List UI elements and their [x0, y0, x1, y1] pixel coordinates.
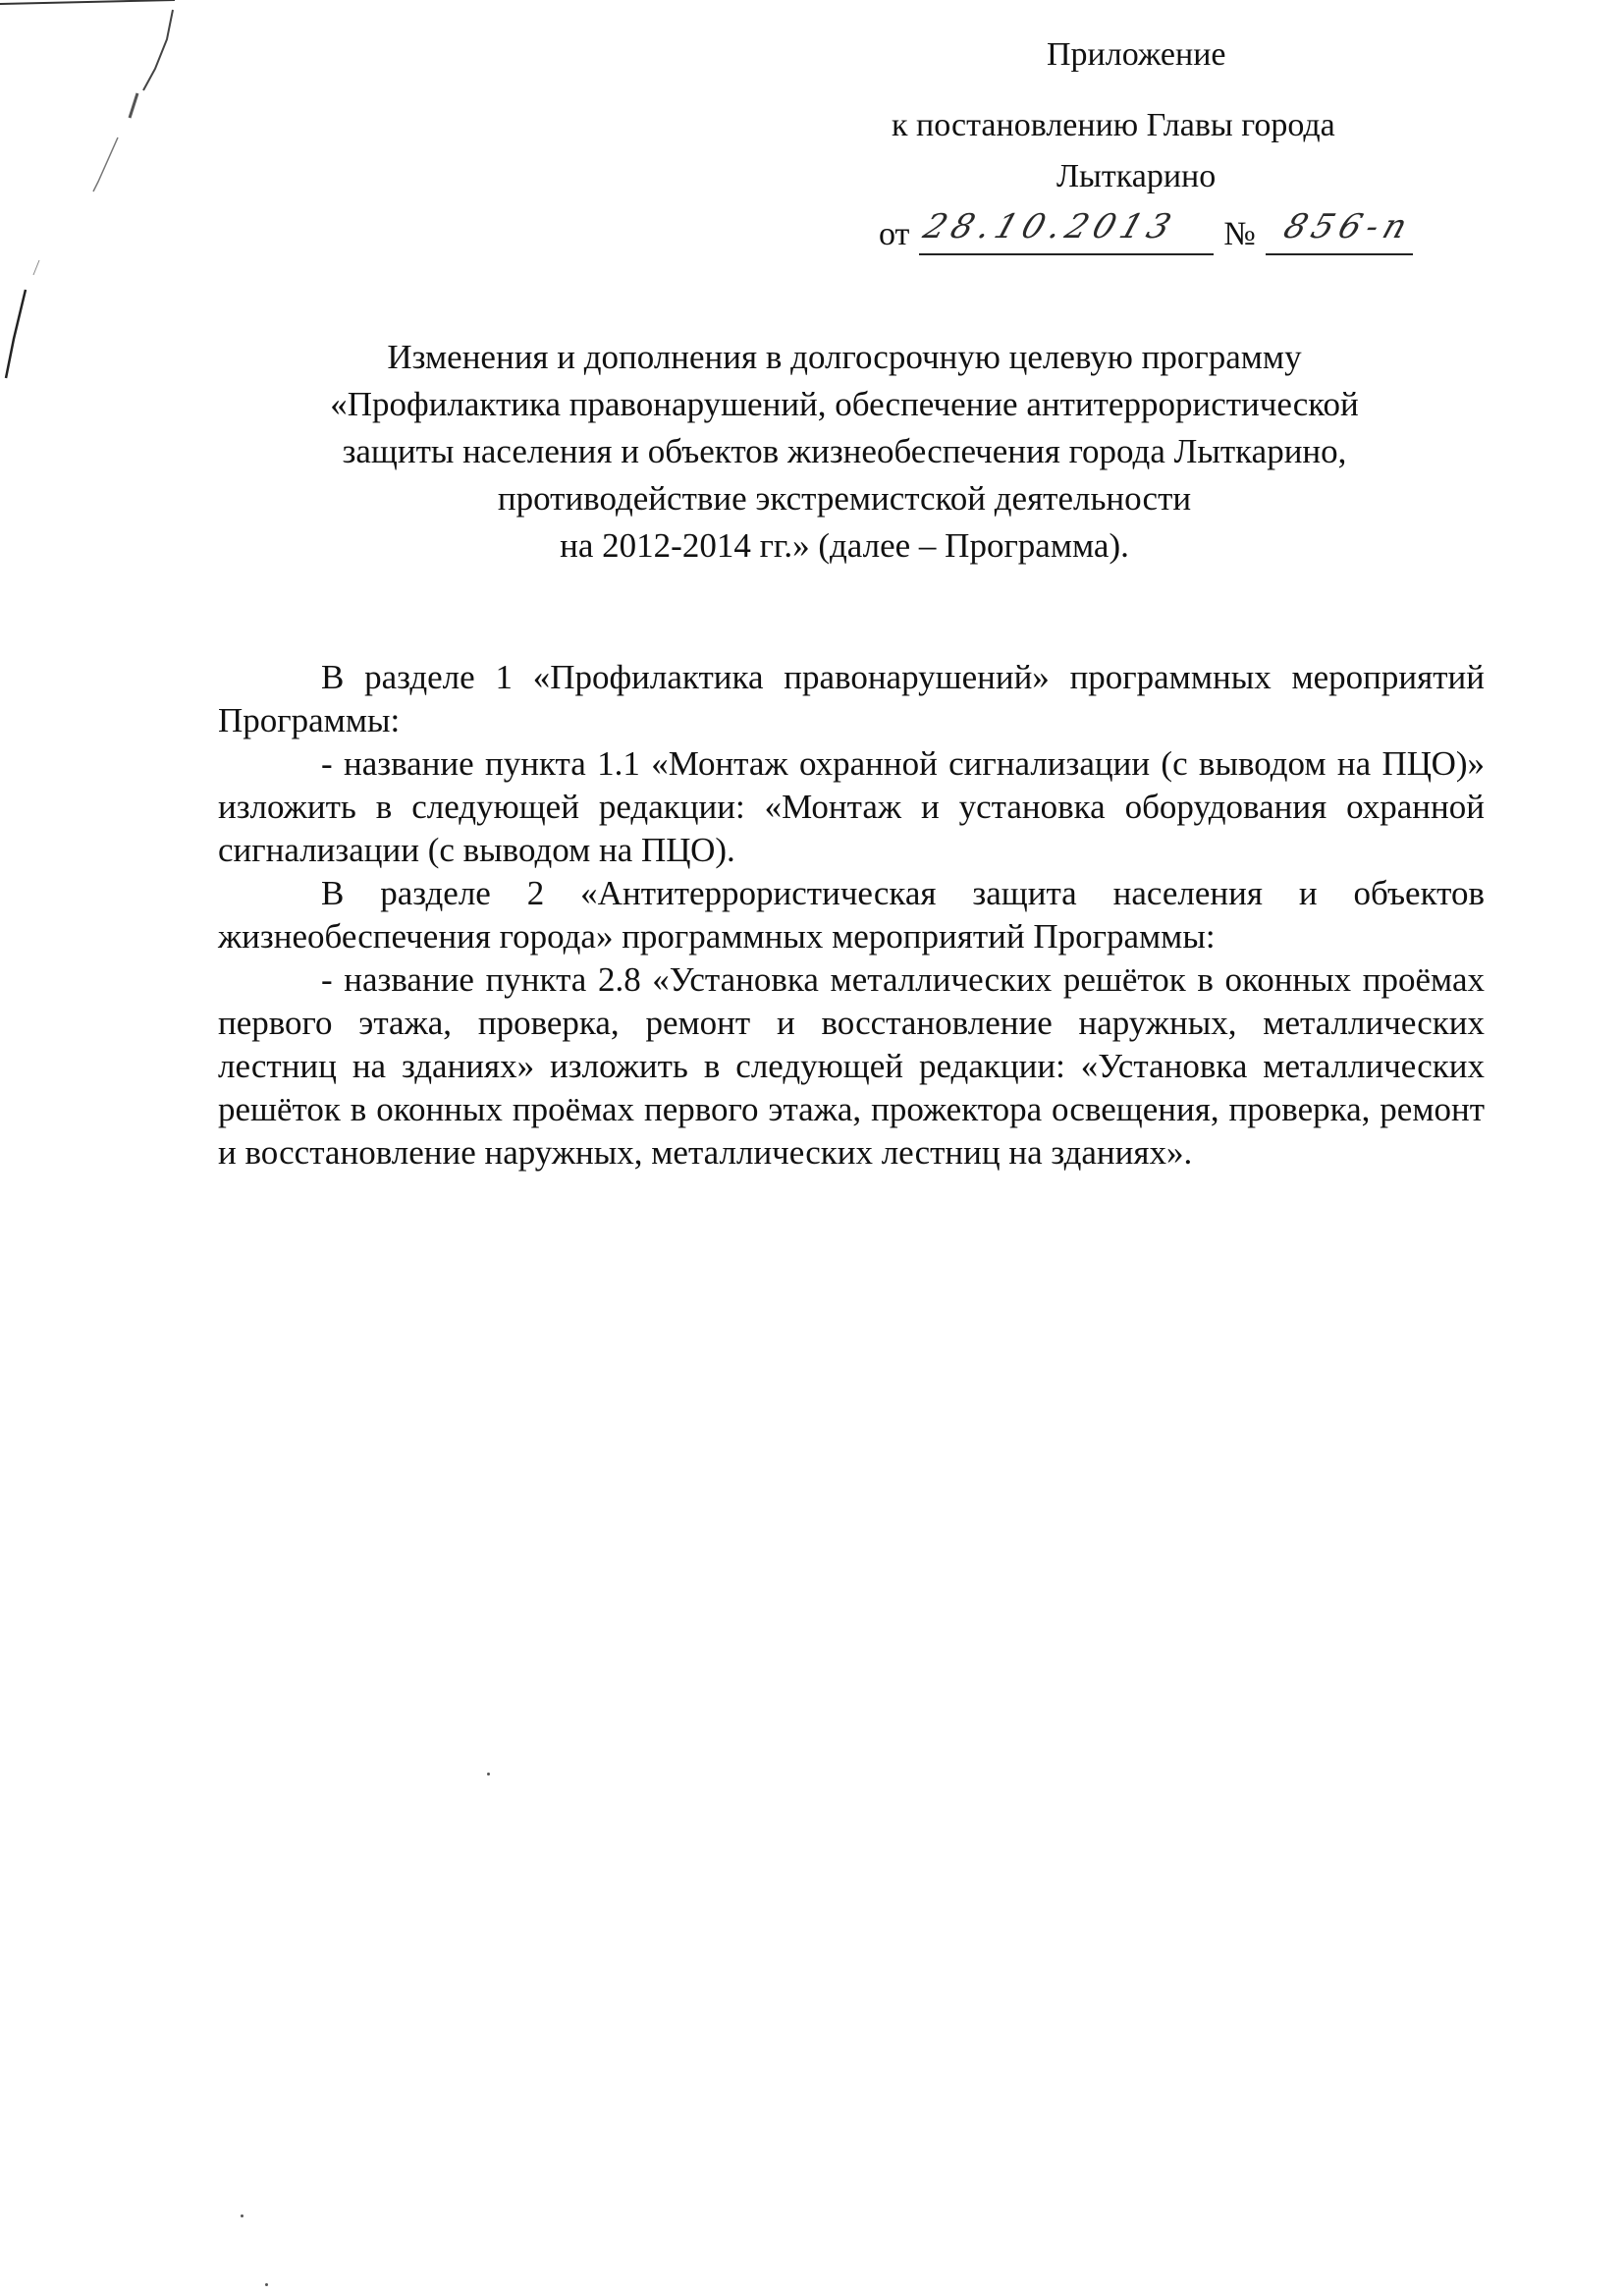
appendix-label: Приложение	[1047, 36, 1226, 73]
body-paragraph: В разделе 1 «Профилактика правонарушений» программных мероприятий Программы:	[218, 658, 1485, 739]
document-body	[218, 656, 1485, 1175]
body-paragraph: - название пункта 1.1 «Монтаж охранной сигнализации (с выводом на ПЦО)» изложить в следующей редакции: «Монтаж и установка оборудования охранной сигнализации (с выводом на ПЦО).	[218, 744, 1485, 869]
number-field	[1266, 207, 1418, 255]
from-label: от	[879, 216, 910, 253]
body-paragraph: В разделе 2 «Антитеррористическая защита населения и объектов жизнеобеспечения города» программных мероприятий Программы:	[218, 874, 1485, 956]
title-line: на 2012-2014 гг.» (далее – Программа).	[560, 526, 1129, 565]
title-line: Изменения и дополнения в долгосрочную целевую программу	[387, 338, 1302, 376]
decree-date-number-row	[879, 207, 1423, 255]
scan-dust-dot	[241, 2214, 244, 2217]
document-title	[245, 334, 1443, 570]
date-field	[919, 207, 1214, 255]
title-line: противодействие экстремистской деятельности	[497, 479, 1192, 518]
number-label: №	[1223, 216, 1256, 253]
title-line: защиты населения и объектов жизнеобеспечения города Лыткарино,	[342, 432, 1347, 470]
handwritten-date: 28.10.2013	[919, 207, 1182, 247]
handwritten-number: 856-п	[1278, 207, 1418, 247]
scan-dust-dot	[487, 1773, 490, 1776]
city-name: Лыткарино	[1056, 158, 1217, 194]
decree-reference: к постановлению Главы города	[892, 107, 1335, 143]
scan-artifact-marks	[0, 0, 216, 412]
scan-dust-dot	[265, 2283, 268, 2286]
title-line: «Профилактика правонарушений, обеспечение антитеррористической	[330, 385, 1359, 423]
body-paragraph: - название пункта 2.8 «Установка металлических решёток в оконных проёмах первого этажа, проверка, ремонт и восстановление наружных, металлических лестниц на зданиях» изложить в следующей редакции: «Установка металлических решёток в оконных проёмах первого этажа, прожектора освещения, проверка, ремонт и восстановление наружных, металлических лестниц на зданиях».	[218, 960, 1485, 1172]
